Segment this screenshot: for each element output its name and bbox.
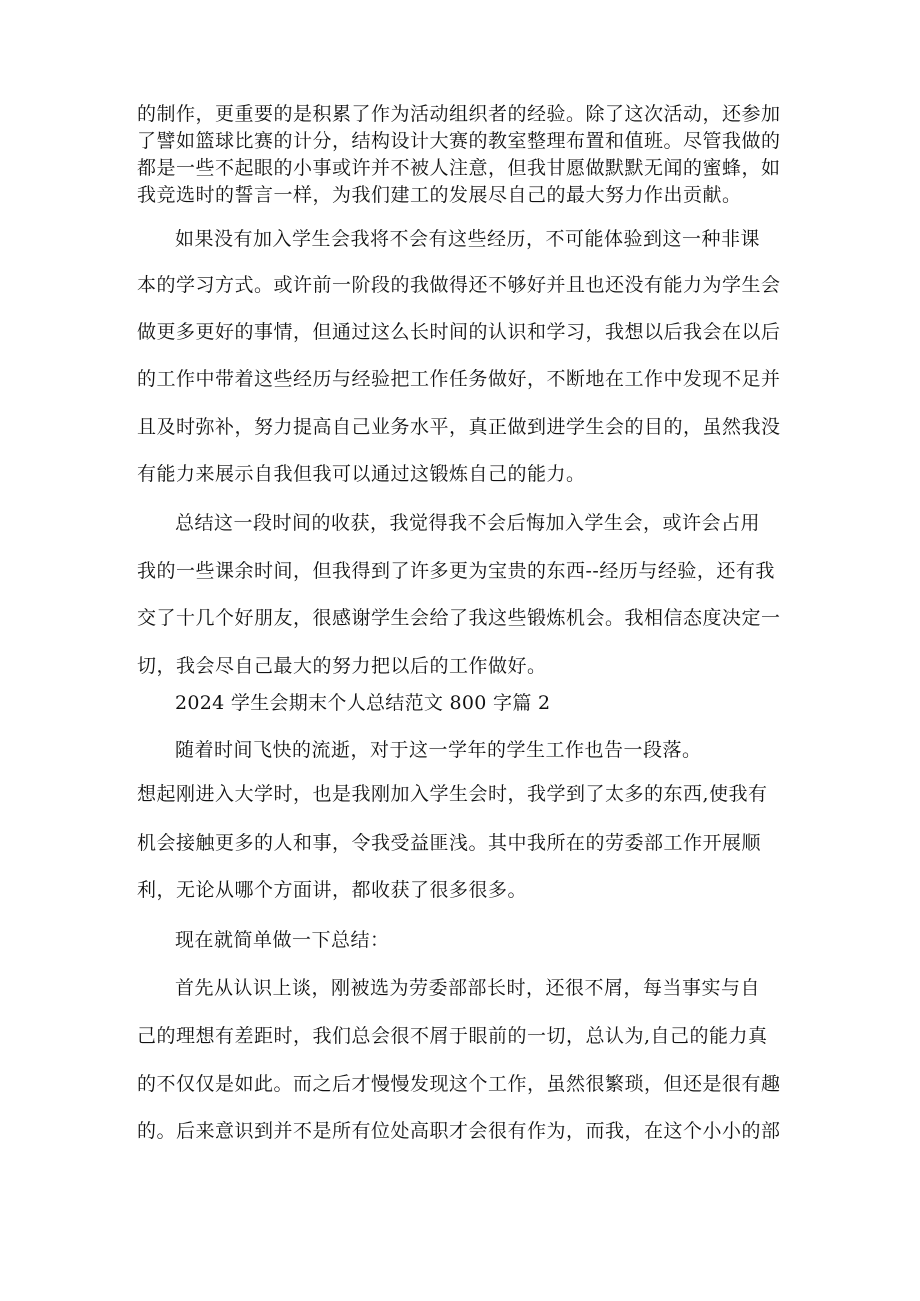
body-text-line: 我竞选时的誓言一样，为我们建工的发展尽自己的最大努力作出贡献。 (137, 184, 742, 206)
body-text-line: 且及时弥补，努力提高自己业务水平，真正做到进学生会的目的，虽然我没 (137, 416, 781, 438)
paragraph-first-line: 随着时间飞快的流逝，对于这一学年的学生工作也告一段落。 (175, 739, 702, 761)
body-text-line: 我的一些课余时间，但我得到了许多更为宝贵的东西--经历与经验，还有我 (137, 560, 775, 582)
paragraph-first-line: 总结这一段时间的收获，我觉得我不会后悔加入学生会，或许会占用 (175, 512, 761, 534)
body-text-line: 己的理想有差距时，我们总会很不屑于眼前的一切，总认为,自己的能力真 (137, 1025, 768, 1047)
body-text-line: 做更多更好的事情，但通过这么长时间的认识和学习，我想以后我会在以后 (137, 321, 781, 343)
body-text-line: 本的学习方式。或许前一阶段的我做得还不够好并且也还没有能力为学生会 (137, 274, 781, 296)
paragraph-first-line: 现在就简单做一下总结： (175, 929, 390, 951)
body-text-line: 有能力来展示自我但我可以通过这锻炼自己的能力。 (137, 463, 586, 485)
body-text-line: 的。后来意识到并不是所有位处高职才会很有作为，而我，在这个小小的部 (137, 1120, 781, 1142)
body-text-line: 交了十几个好朋友，很感谢学生会给了我这些锻炼机会。我相信态度决定一 (137, 607, 781, 629)
body-text-line: 的制作，更重要的是积累了作为活动组织者的经验。除了这次活动，还参加 (137, 103, 781, 125)
body-text-line: 都是一些不起眼的小事或许并不被人注意，但我甘愿做默默无闻的蜜蜂，如 (137, 157, 781, 179)
body-text-line: 利，无论从哪个方面讲，都收获了很多很多。 (137, 879, 528, 901)
body-text-line: 的不仅仅是如此。而之后才慢慢发现这个工作，虽然很繁琐，但还是很有趣 (137, 1073, 781, 1095)
body-text-line: 的工作中带着这些经历与经验把工作任务做好，不断地在工作中发现不足并 (137, 368, 781, 390)
body-text-line: 机会接触更多的人和事，令我受益匪浅。其中我所在的劳委部工作开展顺 (137, 832, 762, 854)
section-heading: 2024 学生会期末个人总结范文 800 字篇 2 (175, 692, 551, 714)
paragraph-first-line: 首先从认识上谈，刚被选为劳委部部长时，还很不屑，每当事实与自 (175, 977, 761, 999)
paragraph-first-line: 如果没有加入学生会我将不会有这些经历，不可能体验到这一种非课 (175, 228, 761, 250)
body-text-line: 了譬如篮球比赛的计分，结构设计大赛的教室整理布置和值班。尽管我做的 (137, 130, 781, 152)
body-text-line: 想起刚进入大学时，也是我刚加入学生会时，我学到了太多的东西,使我有 (137, 783, 768, 805)
body-text-line: 切，我会尽自己最大的努力把以后的工作做好。 (137, 655, 547, 677)
